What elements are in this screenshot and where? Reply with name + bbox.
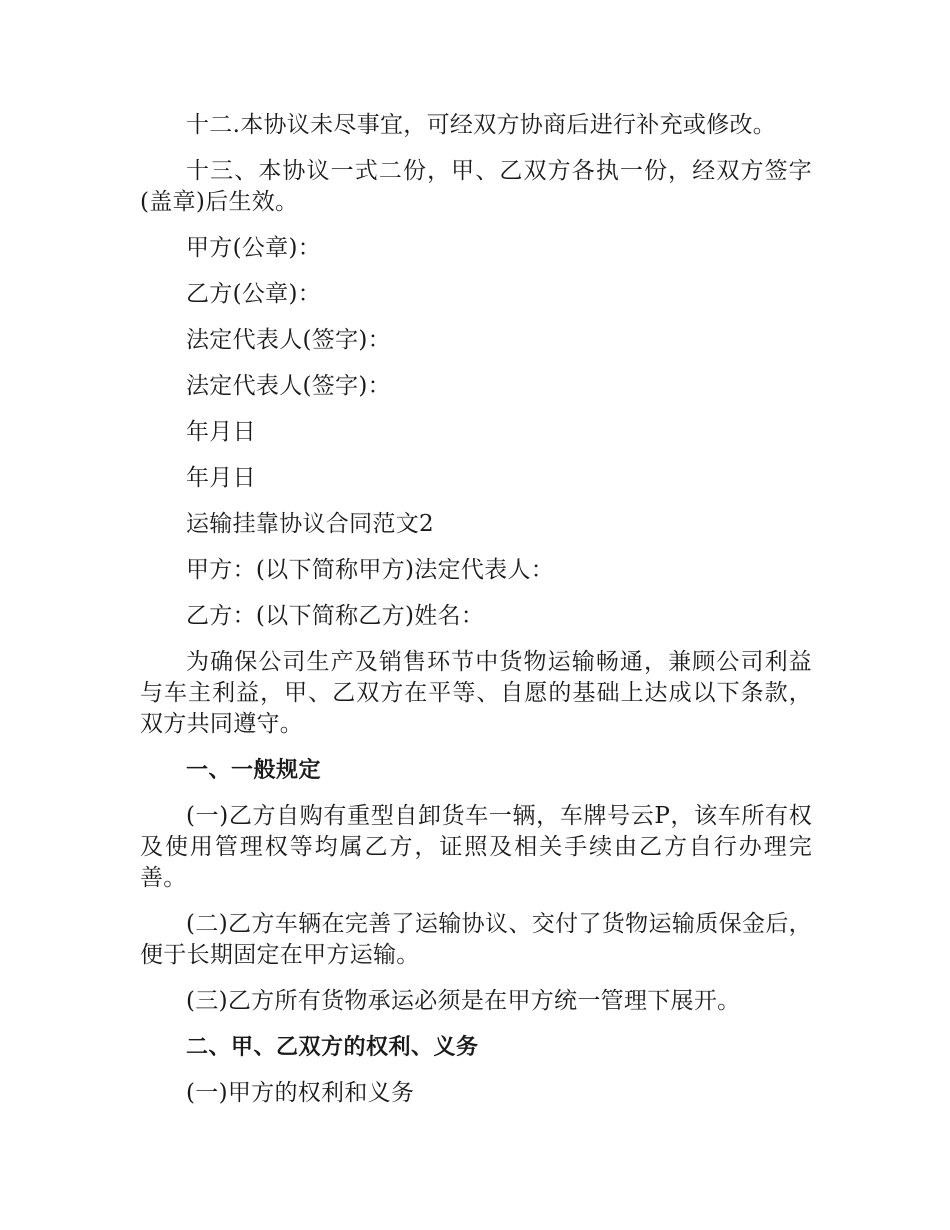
sample-title: 运输挂靠协议合同范文2: [186, 511, 434, 537]
party-a-rights-subheading: (一)甲方的权利和义务: [186, 1080, 415, 1106]
general-clause-2: (二)乙方车辆在完善了运输协议、交付了货物运输质保金后，便于长期固定在甲方运输。: [140, 911, 812, 968]
party-b-intro: 乙方：(以下简称乙方)姓名：: [186, 603, 485, 629]
section-heading-general: 一、一般规定: [186, 758, 322, 783]
clause-13: 十三、本协议一式二份，甲、乙双方各执一份，经双方签字(盖章)后生效。: [140, 158, 812, 215]
party-b-date-line: 年月日: [186, 465, 256, 491]
general-clause-1: (一)乙方自购有重型自卸货车一辆，车牌号云P，该车所有权及使用管理权等均属乙方，证照及相关手续由乙方自行办理完善。: [140, 803, 812, 891]
party-a-date-line: 年月日: [186, 419, 256, 445]
document-body: [140, 110, 812, 1124]
party-a-representative-signature-line: 法定代表人(签字)：: [186, 327, 391, 353]
preamble: 为确保公司生产及销售环节中货物运输畅通，兼顾公司利益与车主利益，甲、乙双方在平等、自愿的基础上达成以下条款，双方共同遵守。: [140, 649, 812, 737]
party-a-intro: 甲方：(以下简称甲方)法定代表人：: [186, 557, 555, 583]
party-b-seal-line: 乙方(公章)：: [186, 281, 322, 307]
general-clause-3: (三)乙方所有货物承运必须是在甲方统一管理下展开。: [186, 988, 741, 1014]
party-a-seal-line: 甲方(公章)：: [186, 235, 322, 261]
party-b-representative-signature-line: 法定代表人(签字)：: [186, 373, 391, 399]
clause-12: 十二.本协议未尽事宜，可经双方协商后进行补充或修改。: [186, 112, 777, 138]
section-heading-rights-obligations: 二、甲、乙双方的权利、义务: [186, 1035, 479, 1060]
